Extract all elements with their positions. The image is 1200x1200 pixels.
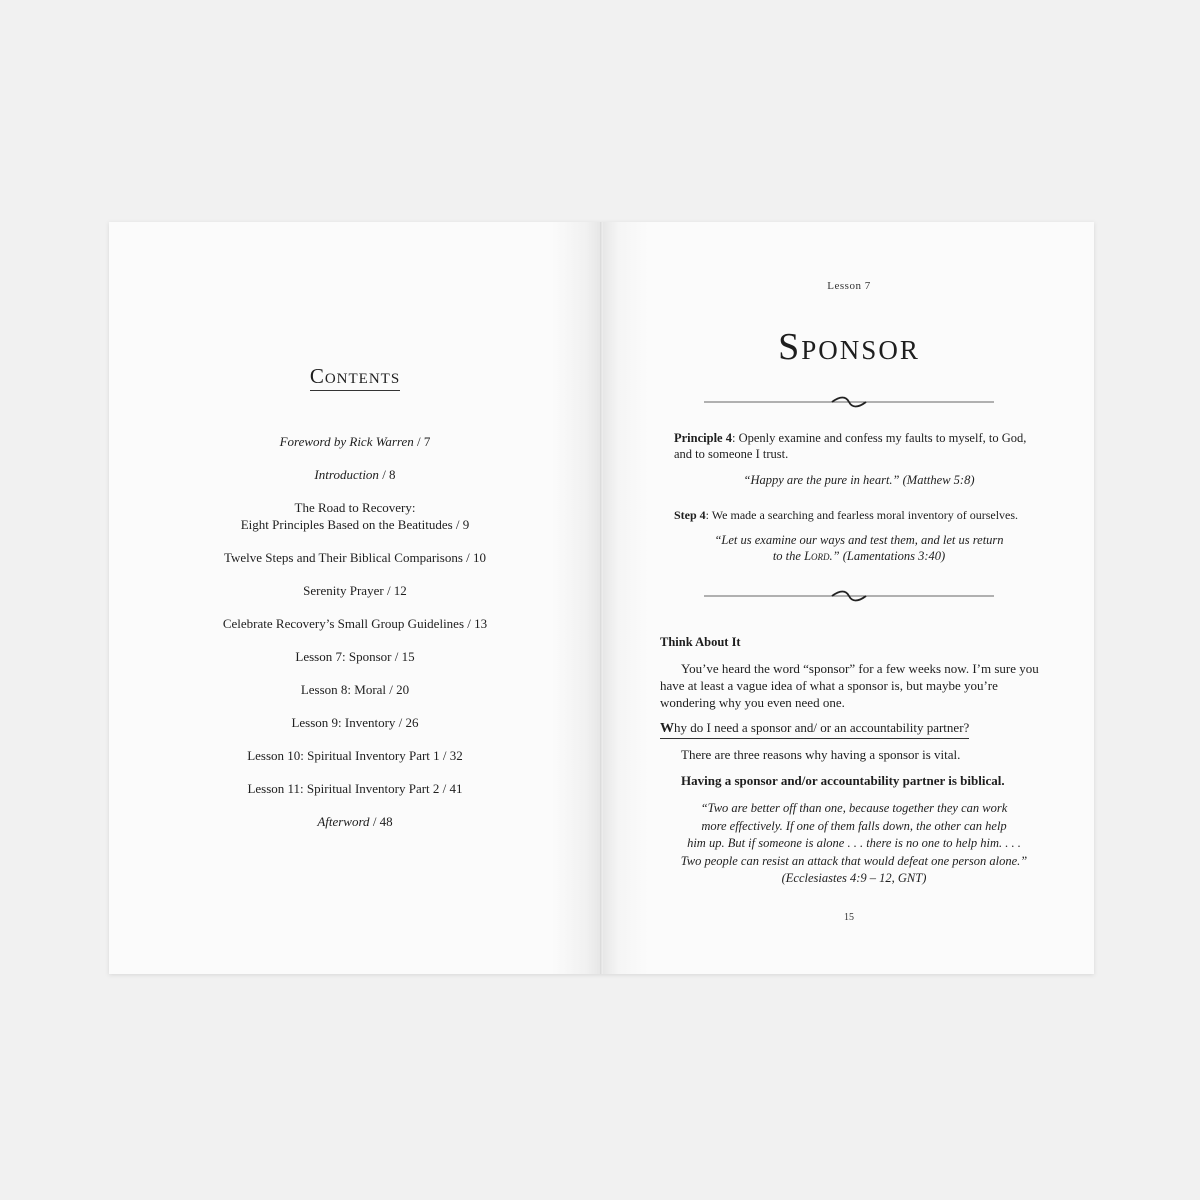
toc-entry-twelve-steps: Twelve Steps and Their Biblical Comparisons / 10: [223, 550, 487, 565]
principle-4: Principle 4: Openly examine and confess my faults to myself, to God, and to someone I trust.: [674, 431, 1027, 461]
think-about-it-heading: Think About It: [660, 635, 741, 649]
toc-entry-serenity-prayer: Serenity Prayer / 12: [303, 583, 407, 598]
toc-entry-foreword: Foreword by Rick Warren / 7: [279, 434, 431, 449]
flourish-divider-bottom: [704, 589, 994, 603]
flourish-divider-top: [704, 395, 994, 409]
toc-entry-lesson-10: Lesson 10: Spiritual Inventory Part 1 / 32: [247, 748, 463, 763]
lesson-page: [604, 222, 1094, 974]
toc-entry-lesson-11: Lesson 11: Spiritual Inventory Part 2 / 41: [247, 781, 463, 796]
reasons-intro: There are three reasons why having a sponsor is vital.: [681, 747, 961, 762]
ecclesiastes-quote: “Two are better off than one, because together they can work more effectively. If one of them falls down, the other can help him up. But if someone is alone . . . there is no one to help him. . . . Two people can resist an attack that would defeat one person alone.” (Ecclesiastes 4:9 – 12, GNT): [680, 801, 1028, 885]
step-quote: “Let us examine our ways and test them, and let us return to the Lord.” (Lamentations 3:40): [714, 533, 1004, 563]
step-4: Step 4: We made a searching and fearless moral inventory of ourselves.: [674, 508, 1019, 522]
toc-entry-small-group-guidelines: Celebrate Recovery’s Small Group Guidelines / 13: [222, 616, 488, 631]
lesson-title: Sponsor: [778, 326, 920, 368]
toc-entry-lesson-7: Lesson 7: Sponsor / 15: [295, 649, 415, 664]
contents-title: Contents: [109, 364, 601, 389]
lesson-label: Lesson 7: [827, 280, 871, 292]
principle-quote: “Happy are the pure in heart.” (Matthew 5:8): [743, 473, 975, 487]
toc-entry-afterword: Afterword / 48: [317, 814, 393, 829]
think-paragraph: You’ve heard the word “sponsor” for a few weeks now. I’m sure you have at least a vague idea of what a sponsor is, but maybe you’re wondering why you even need one.: [660, 661, 1039, 710]
table-of-contents: [109, 433, 601, 846]
toc-entry-introduction: Introduction / 8: [314, 467, 396, 482]
contents-page: [109, 222, 601, 974]
toc-entry-lesson-9: Lesson 9: Inventory / 26: [291, 715, 419, 730]
reason-1: Having a sponsor and/or accountability partner is biblical.: [681, 773, 1005, 788]
page-number: 15: [844, 912, 854, 923]
toc-entry-lesson-8: Lesson 8: Moral / 20: [300, 682, 410, 697]
question-heading: Why do I need a sponsor and/ or an accountability partner?: [660, 720, 969, 739]
book-spread: [109, 222, 1094, 974]
toc-entry-road-to-recovery: The Road to Recovery: Eight Principles Based on the Beatitudes / 9: [240, 500, 470, 532]
